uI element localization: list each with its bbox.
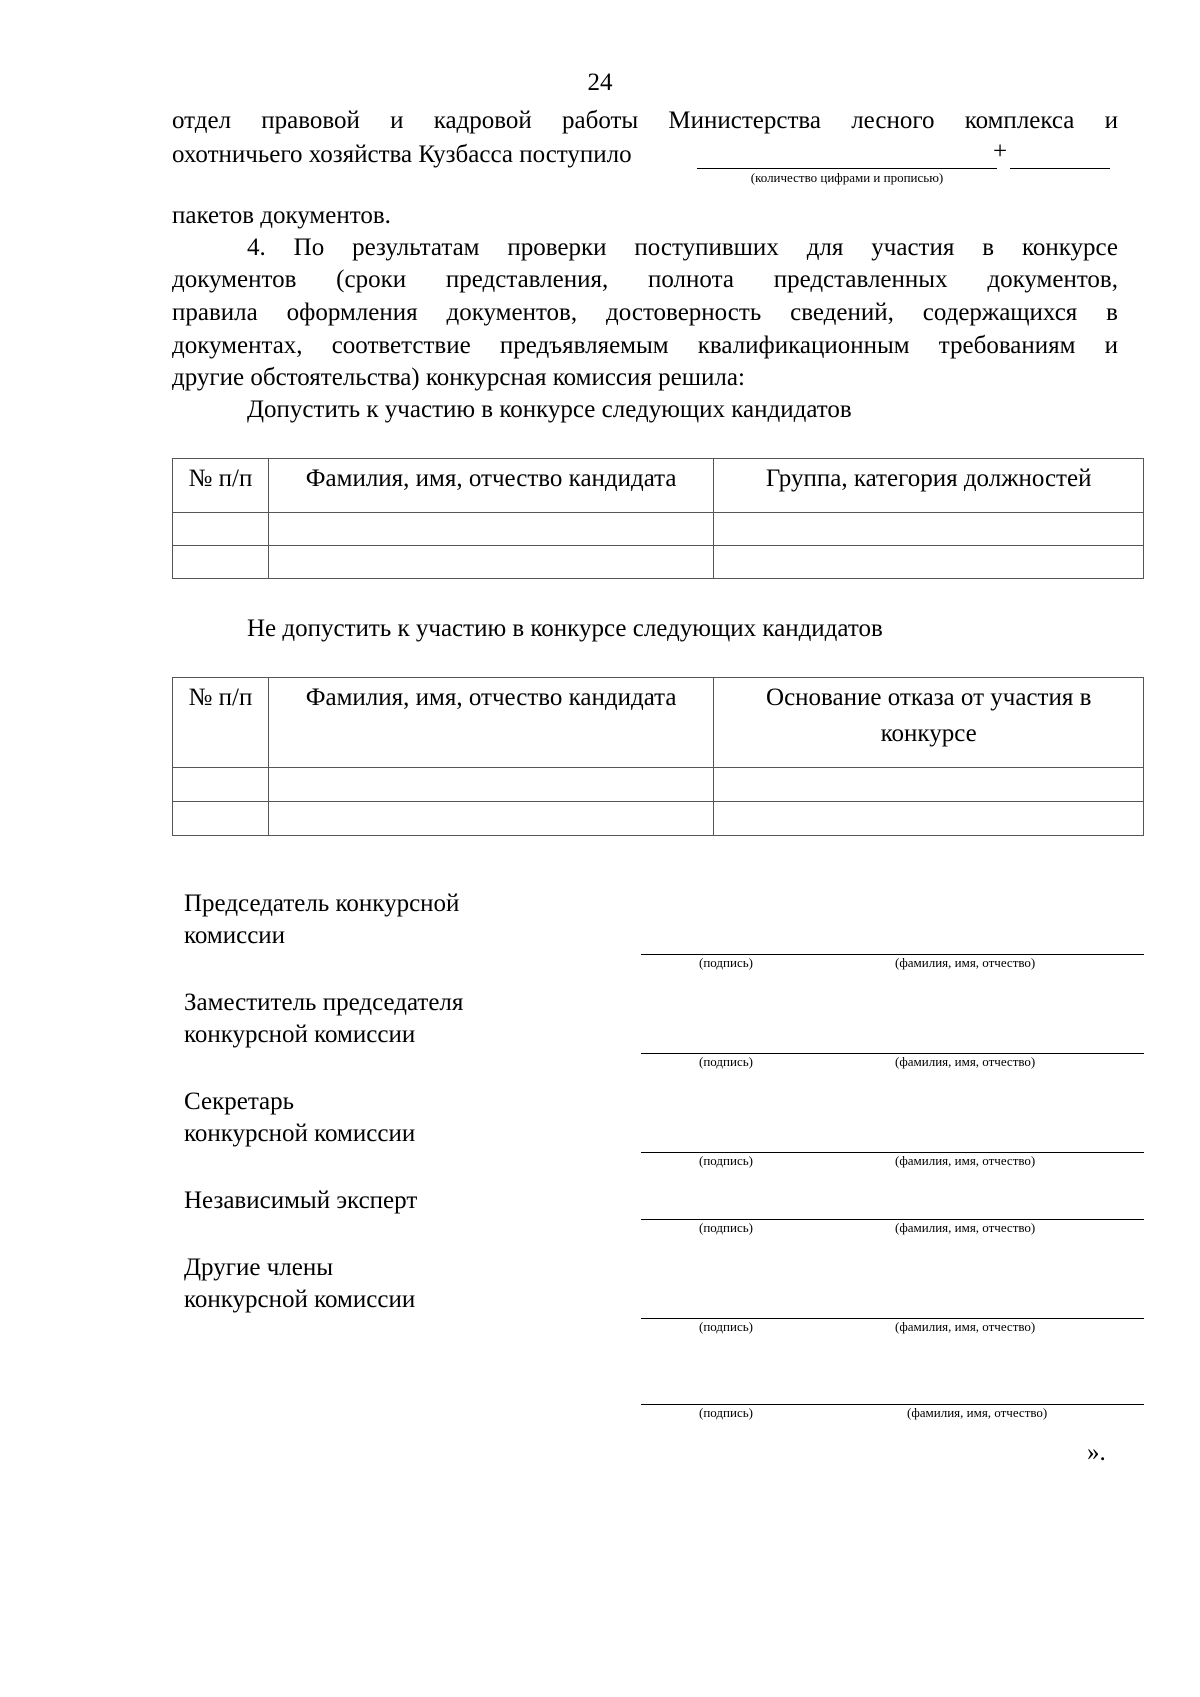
name-caption: (фамилия, имя, отчество)	[895, 955, 1036, 970]
column-header-candidate-name: Фамилия, имя, отчество кандидата	[268, 459, 714, 513]
column-header-rejection-reason: Основание отказа от участия в конкурсе	[714, 678, 1144, 768]
signature-caption: (подпись)	[699, 1405, 753, 1420]
role-line: конкурсной комиссии	[184, 1120, 416, 1147]
name-caption: (фамилия, имя, отчество)	[895, 1319, 1036, 1334]
table-cell[interactable]	[714, 546, 1144, 579]
admitted-candidates-table	[172, 458, 1144, 579]
intro-line-1: отдел правовой и кадровой работы Министерства лесного комплекса и	[172, 107, 1118, 134]
signature-role-deputy-chairman	[184, 987, 604, 1051]
signature-caption: (подпись)	[699, 1220, 753, 1235]
item4-line-3: правила оформления документов, достоверность сведений, содержащихся в	[172, 299, 1118, 326]
table-cell[interactable]	[173, 546, 269, 579]
signature-caption: (подпись)	[699, 955, 753, 970]
intro-line-3: пакетов документов.	[172, 202, 391, 229]
name-caption: (фамилия, имя, отчество)	[895, 1153, 1036, 1168]
table-cell[interactable]	[268, 768, 714, 802]
package-count-blank[interactable]	[697, 168, 997, 169]
table-header-row	[173, 678, 1144, 768]
role-line: Независимый эксперт	[184, 1187, 418, 1214]
table-cell[interactable]	[173, 768, 269, 802]
intro-line-2-text: охотничьего хозяйства Кузбасса поступило	[172, 141, 632, 168]
name-caption: (фамилия, имя, отчество)	[895, 1220, 1036, 1235]
table-cell[interactable]	[268, 802, 714, 836]
table-header-row	[173, 459, 1144, 513]
column-header-number: № п/п	[173, 459, 269, 513]
signature-role-chairman	[184, 888, 604, 952]
role-line: Секретарь	[184, 1088, 295, 1115]
signature-role-other-members	[184, 1252, 604, 1316]
role-line: Председатель конкурсной	[184, 890, 460, 917]
signature-role-independent-expert	[184, 1185, 604, 1217]
role-line: конкурсной комиссии	[184, 1021, 416, 1048]
name-caption: (фамилия, имя, отчество)	[895, 1054, 1036, 1069]
table-row	[173, 513, 1144, 546]
item4-line-2: документов (сроки представления, полнота представленных документов,	[172, 266, 1118, 293]
reject-heading: Не допустить к участию в конкурсе следующих кандидатов	[247, 615, 883, 642]
table-cell[interactable]	[714, 513, 1144, 546]
role-line: комиссии	[184, 922, 286, 949]
item4-line-4: документах, соответствие предъявляемым квалификационным требованиям и	[172, 332, 1118, 359]
signature-caption: (подпись)	[699, 1054, 753, 1069]
role-line: Заместитель председателя	[184, 989, 464, 1016]
signature-role-secretary	[184, 1086, 604, 1150]
table-row	[173, 768, 1144, 802]
package-count-extra-blank[interactable]	[1010, 168, 1110, 169]
column-header-number: № п/п	[173, 678, 269, 768]
table-row	[173, 546, 1144, 579]
table-cell[interactable]	[173, 802, 269, 836]
table-cell[interactable]	[714, 768, 1144, 802]
signature-caption: (подпись)	[699, 1153, 753, 1168]
item4-line-5: другие обстоятельства) конкурсная комиссия решила:	[172, 364, 745, 391]
role-line: Другие члены	[184, 1254, 334, 1281]
signature-caption: (подпись)	[699, 1319, 753, 1334]
plus-sign: +	[993, 138, 1008, 165]
closing-quote-mark: ».	[1087, 1439, 1106, 1466]
table-cell[interactable]	[268, 546, 714, 579]
name-caption: (фамилия, имя, отчество)	[907, 1405, 1048, 1420]
table-cell[interactable]	[714, 802, 1144, 836]
column-header-position-group: Группа, категория должностей	[714, 459, 1144, 513]
table-cell[interactable]	[173, 513, 269, 546]
role-line: конкурсной комиссии	[184, 1286, 416, 1313]
rejected-candidates-table	[172, 677, 1144, 836]
intro-line-2	[172, 139, 632, 171]
column-header-candidate-name: Фамилия, имя, отчество кандидата	[268, 678, 714, 768]
item4-line-1: 4. По результатам проверки поступивших для участия в конкурсе	[247, 234, 1118, 261]
admit-heading: Допустить к участию в конкурсе следующих кандидатов	[247, 396, 852, 423]
page-number: 24	[587, 69, 613, 96]
table-cell[interactable]	[268, 513, 714, 546]
table-row	[173, 802, 1144, 836]
package-count-caption: (количество цифрами и прописью)	[750, 170, 944, 185]
